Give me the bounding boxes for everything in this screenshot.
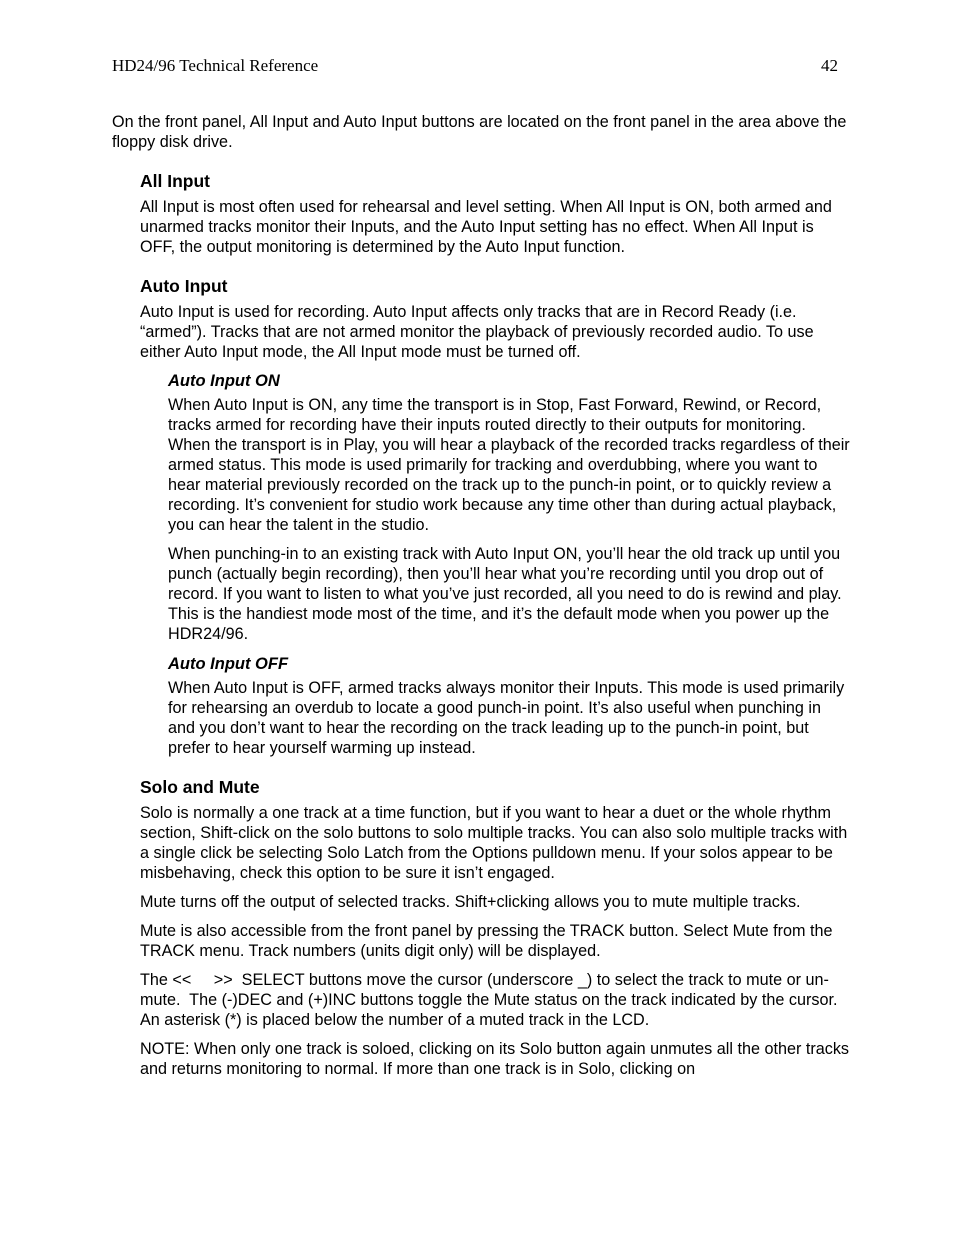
section-solo-and-mute: [140, 777, 852, 1079]
document-title: HD24/96 Technical Reference: [112, 56, 319, 75]
subsection-paragraph: When punching-in to an existing track with Auto Input ON, you’ll hear the old track up until you punch (actually begin recording), then you’ll hear what you’re recording until you drop out of record. If you want to listen to what you’ve just recorded, all you need to do is rewind and play. This is the handiest mode most of the time, and it’s the default mode when you power up the HDR24/96.: [168, 545, 842, 643]
section-heading-solo-and-mute: Solo and Mute: [140, 777, 260, 797]
page-header: [112, 56, 838, 80]
section-heading-auto-input: Auto Input: [140, 276, 228, 296]
subsection-paragraph: When Auto Input is OFF, armed tracks always monitor their Inputs. This mode is used primarily for rehearsing an overdub to locate a good punch-in point. It’s also useful when punching in and you don’t want to hear the recording on the track leading up to the punch-in point, but prefer to hear yourself warming up instead.: [168, 679, 845, 757]
subsection-heading-auto-input-on: Auto Input ON: [168, 372, 280, 390]
section-paragraph: NOTE: When only one track is soloed, clicking on its Solo button again unmutes all the other tracks and returns monitoring to normal. If more than one track is in Solo, clicking on: [140, 1040, 850, 1078]
section-paragraph: Mute is also accessible from the front panel by pressing the TRACK button. Select Mute from the TRACK menu. Track numbers (units digit only) will be displayed.: [140, 922, 833, 960]
page-number: 42: [821, 56, 838, 75]
section-all-input: [140, 171, 852, 257]
section-paragraph: The << >> SELECT buttons move the cursor (underscore _) to select the track to mute or un-mute. The (-)DEC and (+)INC buttons toggle the Mute status on the track indicated by the cursor. An asterisk (*) is placed below the number of a muted track in the LCD.: [140, 971, 846, 1029]
section-paragraph: All Input is most often used for rehearsal and level setting. When All Input is ON, both armed and unarmed tracks monitor their Inputs, and the Auto Input setting has no effect. When All Input is OFF, the output monitoring is determined by the Auto Input function.: [140, 198, 832, 256]
subsection-auto-input-off: [168, 654, 852, 758]
section-paragraph: Auto Input is used for recording. Auto Input affects only tracks that are in Record Ready (i.e. “armed”). Tracks that are not armed monitor the playback of previously recorded audio. To use either Auto Input mode, the All Input mode must be turned off.: [140, 303, 814, 361]
document-body: [112, 112, 852, 1088]
subsection-paragraph: When Auto Input is ON, any time the transport is in Stop, Fast Forward, Rewind, or Record, tracks armed for recording have their inputs routed directly to their outputs for monitoring. When the transport is in Play, you will hear a playback of the recorded tracks regardless of their armed status. This mode is used primarily for tracking and overdubbing, where you want to hear material previously recorded on the track up to the punch-in point, or to quickly review a recording. It’s convenient for studio work because any time other than during actual playback, you can hear the talent in the studio.: [168, 396, 850, 534]
intro-paragraph: On the front panel, All Input and Auto Input buttons are located on the front panel in the area above the floppy disk drive.: [112, 113, 847, 151]
section-auto-input: [140, 276, 852, 362]
section-paragraph: Solo is normally a one track at a time function, but if you want to hear a duet or the whole rhythm section, Shift-click on the solo buttons to solo multiple tracks. You can also solo multiple tracks with a single click be selecting Solo Latch from the Options pulldown menu. If your solos appear to be misbehaving, check this option to be sure it isn’t engaged.: [140, 804, 848, 882]
section-paragraph: Mute turns off the output of selected tracks. Shift+clicking allows you to mute multiple tracks.: [140, 893, 801, 911]
subsection-auto-input-on: [168, 371, 852, 644]
section-heading-all-input: All Input: [140, 171, 210, 191]
subsection-heading-auto-input-off: Auto Input OFF: [168, 655, 289, 673]
